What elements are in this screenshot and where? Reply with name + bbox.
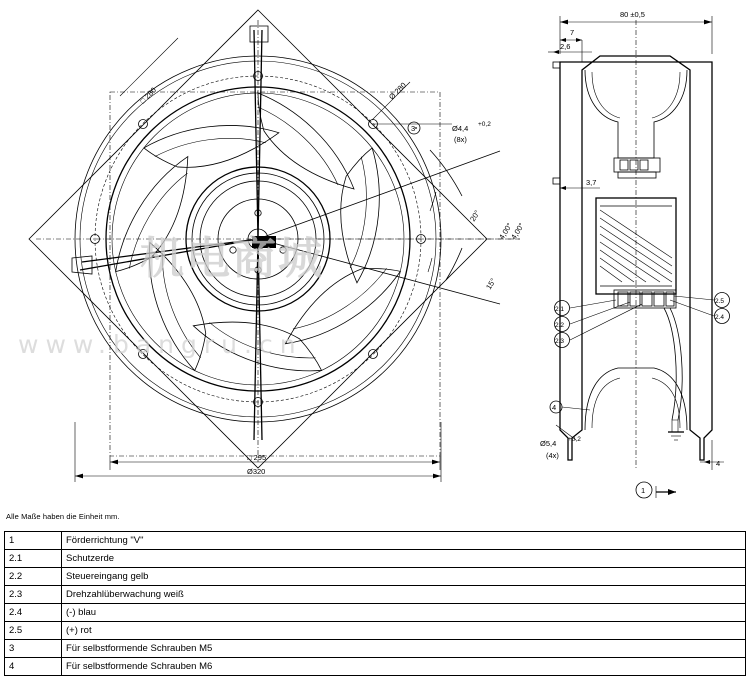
- legend-text: Drehzahlüberwachung weiß: [62, 586, 746, 604]
- label-square-295: □ 295: [247, 453, 267, 462]
- legend-text: Für selbstformende Schrauben M5: [62, 640, 746, 658]
- label-angle-400-a: 4,00°: [497, 221, 515, 242]
- legend-key: 2.5: [5, 622, 62, 640]
- strut-foot-top: [250, 26, 268, 42]
- legend-key: 4: [5, 658, 62, 676]
- label-hole-dia: Ø4,4: [452, 124, 469, 133]
- side-view: [540, 10, 730, 498]
- label-callout-4: 4: [552, 403, 557, 412]
- label-terminal-25: 2.5: [715, 298, 725, 305]
- table-row: [5, 568, 746, 586]
- legend-key: 1: [5, 532, 62, 550]
- label-hole-count: (8x): [454, 135, 467, 144]
- label-callout-3: 3: [411, 124, 416, 133]
- table-row: [5, 640, 746, 658]
- angle-sector: [258, 150, 520, 304]
- units-note: Alle Maße haben die Einheit mm.: [6, 512, 120, 521]
- label-screw-count: (4x): [546, 451, 559, 460]
- legend-table: [4, 531, 746, 676]
- label-terminal-24: 2.4: [715, 314, 725, 321]
- guard-struts: [80, 30, 262, 440]
- table-row: [5, 586, 746, 604]
- label-depth-80: 80 ±0,5: [620, 10, 645, 19]
- legend-text: (+) rot: [62, 622, 746, 640]
- label-screw-dia: Ø5,4: [540, 439, 557, 448]
- label-square-280: □ 280: [138, 85, 158, 106]
- table-row: [5, 604, 746, 622]
- legend-text: Für selbstformende Schrauben M6: [62, 658, 746, 676]
- mount-square-295: [110, 92, 440, 456]
- legend-key: 2.1: [5, 550, 62, 568]
- legend-text: (-) blau: [62, 604, 746, 622]
- label-dim-26: 2,6: [560, 42, 571, 51]
- front-view: [29, 10, 526, 482]
- label-dim-37: 3,7: [586, 178, 597, 187]
- terminal-block: [614, 290, 676, 308]
- label-angle-20: 20°: [468, 208, 482, 224]
- label-dia-320: Ø320: [247, 467, 266, 476]
- legend-text: Steuereingang gelb: [62, 568, 746, 586]
- legend-key: 2.2: [5, 568, 62, 586]
- legend-key: 2.4: [5, 604, 62, 622]
- label-hole-tol: +0,2: [478, 121, 491, 128]
- watermark-secondary: www.bangru.cn: [18, 330, 303, 359]
- table-row: [5, 658, 746, 676]
- flange-tab-top: [553, 62, 560, 68]
- label-dim-4: 4: [716, 459, 721, 468]
- guard-profile-inner-l: [592, 72, 620, 118]
- guard-profile-inner-r: [652, 72, 680, 118]
- label-terminal-21: 2.1: [555, 306, 565, 313]
- legend-key: 3: [5, 640, 62, 658]
- label-dim-7: 7: [570, 28, 575, 37]
- legend-key: 2.3: [5, 586, 62, 604]
- label-dia-280: Ø 280: [387, 80, 408, 102]
- table-row: [5, 622, 746, 640]
- label-callout-1: 1: [641, 486, 646, 495]
- table-row: [5, 550, 746, 568]
- label-terminal-23: 2.3: [555, 338, 565, 345]
- cable-end: [672, 420, 678, 432]
- hub-label: [252, 236, 276, 248]
- table-row: [5, 532, 746, 550]
- terminal-callouts-left: [555, 300, 643, 348]
- label-terminal-22: 2.2: [555, 322, 565, 329]
- legend-text: Förderrichtung "V": [62, 532, 746, 550]
- legend-text: Schutzerde: [62, 550, 746, 568]
- label-angle-400-b: 4,00°: [509, 221, 527, 242]
- motor-terminals-top: [620, 160, 648, 170]
- label-angle-15: 15°: [484, 276, 498, 292]
- label-screw-tol: +0,2: [568, 436, 581, 443]
- motor-block-2: [618, 172, 656, 178]
- flange-tab-mid: [553, 178, 560, 184]
- lower-guard-inner-l: [592, 378, 620, 428]
- cable-1: [664, 308, 676, 420]
- watermark-primary: 机电商城: [140, 233, 324, 284]
